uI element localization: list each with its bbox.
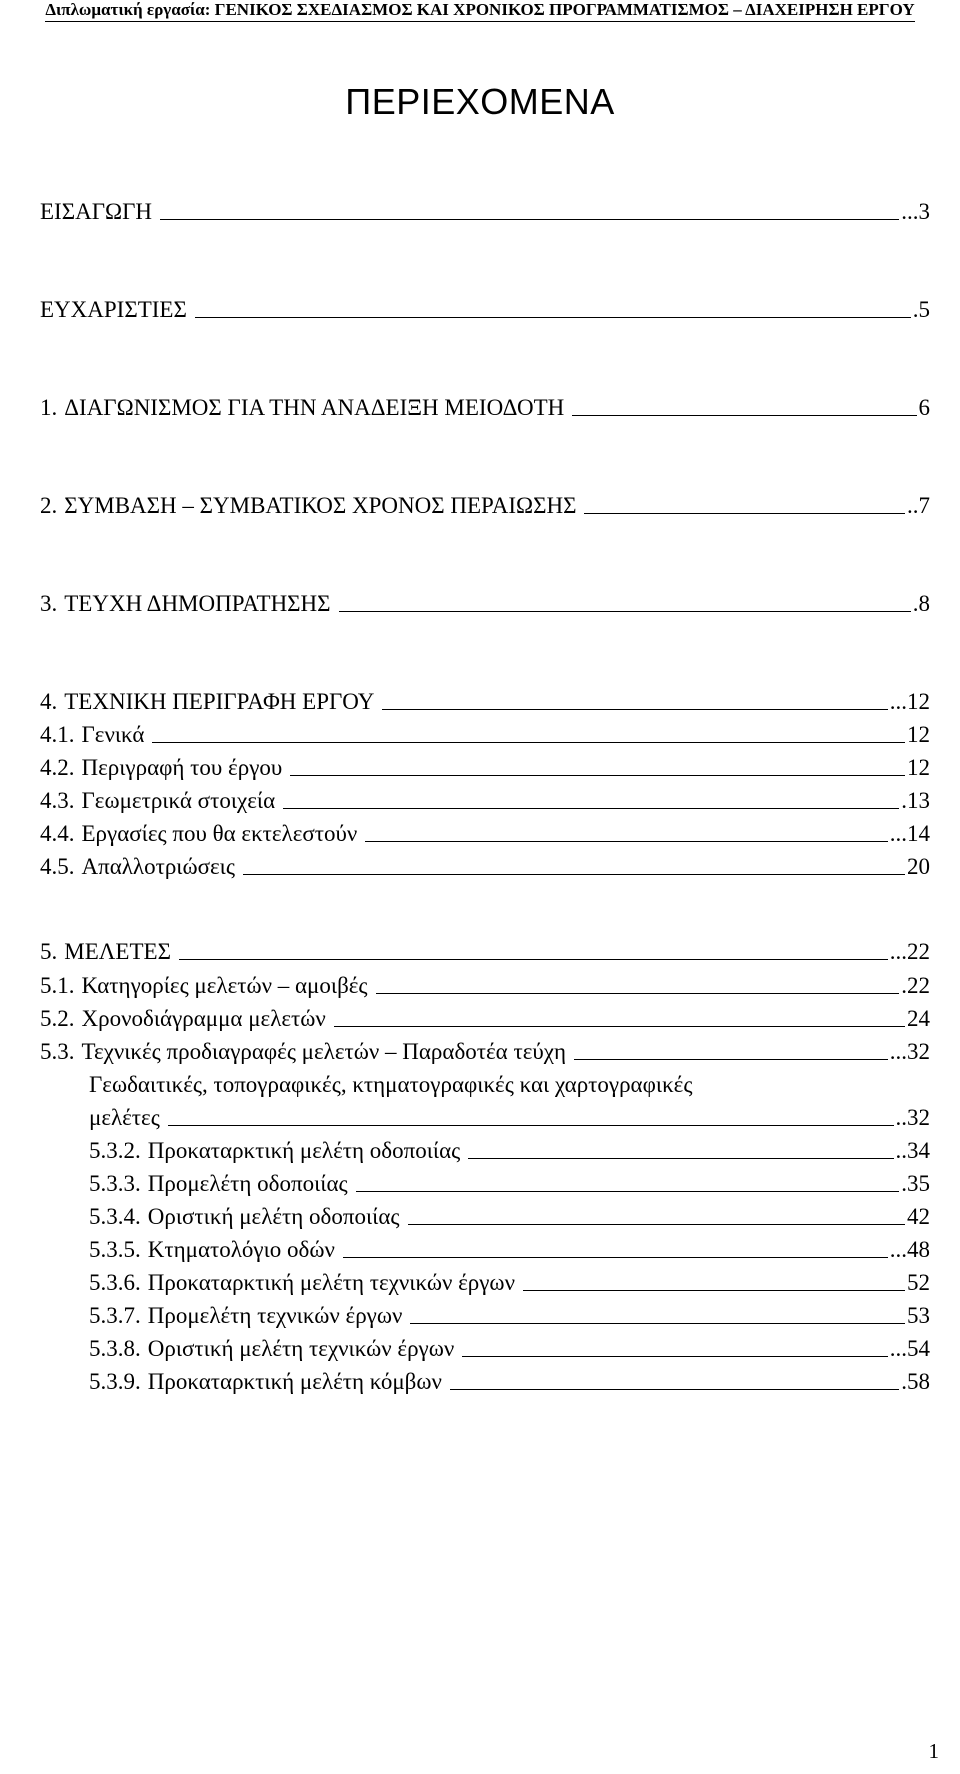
toc-entry[interactable] — [40, 971, 930, 1001]
toc-leader — [376, 993, 900, 994]
toc-entry-title: Γεωδαιτικές, τοπογραφικές, κτηματογραφικές και χαρτογραφικές — [89, 1072, 693, 1097]
toc-entry[interactable] — [89, 1301, 930, 1331]
toc-entry-number: 5.3.9. — [89, 1369, 141, 1394]
toc-entry-page: 58 — [907, 1369, 930, 1394]
toc-entry-page: 32 — [907, 1039, 930, 1064]
toc-entry[interactable] — [40, 1004, 930, 1034]
toc-entry-title: ΕΥΧΑΡΙΣΤΙΕΣ — [40, 297, 187, 322]
toc-entry[interactable] — [89, 1103, 930, 1133]
toc-entry-number: 4.3. — [40, 788, 75, 813]
page-title: ΠΕΡΙΕΧΟΜΕΝΑ — [345, 81, 615, 122]
toc-entry-page: 22 — [907, 939, 930, 964]
toc-entry-title: ΜΕΛΕΤΕΣ — [64, 939, 171, 964]
toc-leader — [243, 874, 905, 875]
toc-entry-number: 3. — [40, 591, 58, 616]
toc-entry-title: Προκαταρκτική μελέτη κόμβων — [147, 1369, 442, 1394]
toc-entry-number: 4. — [40, 689, 58, 714]
toc-entry-dots: ... — [889, 689, 907, 714]
toc-leader — [179, 959, 888, 960]
toc-entry-dots: ... — [889, 1039, 907, 1064]
toc-entry-page: 34 — [907, 1138, 930, 1163]
toc-entry-page: 8 — [918, 591, 930, 616]
toc-entry[interactable] — [40, 786, 930, 816]
toc-entry[interactable] — [40, 197, 930, 227]
toc-leader — [572, 415, 916, 416]
toc-entry[interactable] — [40, 589, 930, 619]
toc-leader — [334, 1026, 905, 1027]
toc-entry-dots: ... — [889, 821, 907, 846]
toc-entry-dots: .. — [895, 1105, 907, 1130]
toc-entry-title: Περιγραφή του έργου — [81, 755, 283, 780]
toc-entry-page: 6 — [918, 395, 930, 420]
toc-entry-dots: ... — [889, 939, 907, 964]
toc-entry-number: 4.2. — [40, 755, 75, 780]
toc-entry-dots: . — [901, 973, 907, 998]
toc-entry[interactable] — [89, 1169, 930, 1199]
toc-entry[interactable] — [40, 937, 930, 967]
toc-leader — [160, 219, 899, 220]
toc-entry-title-continuation: μελέτες — [89, 1105, 160, 1130]
toc-leader — [195, 317, 911, 318]
toc-entry-page: 24 — [907, 1006, 930, 1031]
toc-entry-number: 5. — [40, 939, 58, 964]
toc-leader — [356, 1191, 900, 1192]
toc-entry-page: 12 — [907, 689, 930, 714]
toc-entry-title: ΤΕΥΧΗ ΔΗΜΟΠΡΑΤΗΣΗΣ — [64, 591, 331, 616]
toc-entry-page: 7 — [918, 493, 930, 518]
toc-entry-page: 22 — [907, 973, 930, 998]
toc-leader — [283, 808, 899, 809]
toc-entry-title: Χρονοδιάγραμμα μελετών — [81, 1006, 326, 1031]
toc-entry-title: Προμελέτη οδοποιίας — [147, 1171, 348, 1196]
page-number: 1 — [928, 1739, 939, 1763]
toc-entry-number: 5.3.8. — [89, 1336, 141, 1361]
toc-entry-number: 5.1. — [40, 973, 75, 998]
toc-entry-number: 4.5. — [40, 854, 75, 879]
toc-entry-page: 35 — [907, 1171, 930, 1196]
toc-entry-title: ΕΙΣΑΓΩΓΗ — [40, 199, 153, 224]
toc-entry-page: 42 — [907, 1204, 930, 1229]
toc-leader — [339, 611, 911, 612]
toc-entry[interactable] — [89, 1334, 930, 1364]
toc-entry-title: Εργασίες που θα εκτελεστούν — [81, 821, 358, 846]
toc-leader — [450, 1389, 899, 1390]
toc-entry-title: Απαλλοτριώσεις — [81, 854, 235, 879]
toc-entry-dots: .. — [895, 1138, 907, 1163]
toc-entry[interactable] — [40, 720, 930, 750]
toc-entry-number: 5.3.5. — [89, 1237, 141, 1262]
toc-entry-dots: . — [901, 1369, 907, 1394]
toc-entry-dots: .. — [907, 493, 919, 518]
toc-entry-page: 12 — [907, 755, 930, 780]
toc-leader — [382, 709, 887, 710]
toc-entry-page: 3 — [918, 199, 930, 224]
toc-entry-page: 13 — [907, 788, 930, 813]
toc-entry-number: 5.3. — [40, 1039, 75, 1064]
toc-entry-dots: ... — [901, 199, 919, 224]
toc-entry[interactable] — [40, 295, 930, 325]
toc-leader — [468, 1158, 893, 1159]
toc-entry-title: ΤΕΧΝΙΚΗ ΠΕΡΙΓΡΑΦΗ ΕΡΓΟΥ — [64, 689, 375, 714]
toc-leader — [410, 1323, 905, 1324]
toc-entry-title: ΣΥΜΒΑΣΗ – ΣΥΜΒΑΤΙΚΟΣ ΧΡΟΝΟΣ ΠΕΡΑΙΩΣΗΣ — [64, 493, 577, 518]
toc-leader — [523, 1290, 905, 1291]
toc-entry[interactable] — [40, 687, 930, 717]
toc-entry-number: 5.3.4. — [89, 1204, 141, 1229]
toc-entry-dots: . — [901, 1171, 907, 1196]
toc-entry-number: 4.1. — [40, 722, 75, 747]
toc-entry-title: Κτηματολόγιο οδών — [147, 1237, 335, 1262]
toc-entry-title: Προκαταρκτική μελέτη τεχνικών έργων — [147, 1270, 515, 1295]
toc-entry-title: Οριστική μελέτη τεχνικών έργων — [147, 1336, 455, 1361]
toc-entry-number: 5.3.7. — [89, 1303, 141, 1328]
running-header — [0, 0, 960, 34]
toc-entry-page: 5 — [918, 297, 930, 322]
toc-leader — [168, 1125, 894, 1126]
toc-entry-dots: . — [901, 788, 907, 813]
toc-entry-title: Οριστική μελέτη οδοποιίας — [147, 1204, 400, 1229]
toc-entry[interactable] — [40, 852, 930, 882]
toc-entry-page: 20 — [907, 854, 930, 879]
toc-entry-number: 5.3.2. — [89, 1138, 141, 1163]
toc-entry[interactable] — [89, 1268, 930, 1298]
toc-entry-dots: . — [912, 591, 919, 616]
toc-entry-title: Γεωμετρικά στοιχεία — [81, 788, 276, 813]
toc-entry[interactable] — [89, 1202, 930, 1232]
toc-entry-dots: ... — [889, 1336, 907, 1361]
toc-leader — [343, 1257, 888, 1258]
toc-entry[interactable] — [40, 819, 930, 849]
toc-entry-number: 5.3.3. — [89, 1171, 141, 1196]
toc-entry-dots: ... — [889, 1237, 907, 1262]
toc-entry-title: ΔΙΑΓΩΝΙΣΜΟΣ ΓΙΑ ΤΗΝ ΑΝΑΔΕΙΞΗ ΜΕΙΟΔΟΤΗ — [64, 395, 565, 420]
toc-entry-dots: . — [912, 297, 919, 322]
toc-entry-number: 1. — [40, 395, 58, 420]
toc-entry-page: 12 — [907, 722, 930, 747]
toc-entry-page: 32 — [907, 1105, 930, 1130]
toc-entry-page: 52 — [907, 1270, 930, 1295]
toc-entry-number: 5.2. — [40, 1006, 75, 1031]
toc-entry-title: Προκαταρκτική μελέτη οδοποιίας — [147, 1138, 461, 1163]
toc-leader — [152, 742, 905, 743]
toc-entry-title: Προμελέτη τεχνικών έργων — [147, 1303, 403, 1328]
toc-entry-page: 14 — [907, 821, 930, 846]
toc-entry-number: 4.4. — [40, 821, 75, 846]
toc-entry[interactable] — [40, 491, 930, 521]
toc-entry[interactable] — [40, 1037, 930, 1067]
toc-entry-page: 53 — [907, 1303, 930, 1328]
toc-leader — [365, 841, 887, 842]
toc-leader — [574, 1059, 888, 1060]
toc-entry[interactable] — [40, 753, 930, 783]
toc-entry-title: Γενικά — [81, 722, 145, 747]
toc-entry[interactable] — [89, 1367, 930, 1397]
toc-leader — [408, 1224, 905, 1225]
toc-entry-title: Τεχνικές προδιαγραφές μελετών – Παραδοτέα τεύχη — [81, 1039, 567, 1064]
toc-entry-title: Κατηγορίες μελετών – αμοιβές — [81, 973, 368, 998]
toc-entry-page: 48 — [907, 1237, 930, 1262]
toc-entry[interactable] — [89, 1136, 930, 1166]
toc-leader — [290, 775, 905, 776]
toc-entry-number: 5.3.6. — [89, 1270, 141, 1295]
toc-entry[interactable] — [89, 1235, 930, 1265]
running-header-text: Διπλωματική εργασία: ΓΕΝΙΚΟΣ ΣΧΕΔΙΑΣΜΟΣ ΚΑΙ ΧΡΟΝΙΚΟΣ ΠΡΟΓΡΑΜΜΑΤΙΣΜΟΣ – ΔΙΑΧΕΙΡΗΣΗ ΕΡΓΟΥ — [45, 0, 914, 22]
toc-leader — [584, 513, 905, 514]
toc-entry-number: 2. — [40, 493, 58, 518]
toc-entry-page: 54 — [907, 1336, 930, 1361]
toc-entry[interactable] — [40, 393, 930, 423]
toc-leader — [462, 1356, 887, 1357]
